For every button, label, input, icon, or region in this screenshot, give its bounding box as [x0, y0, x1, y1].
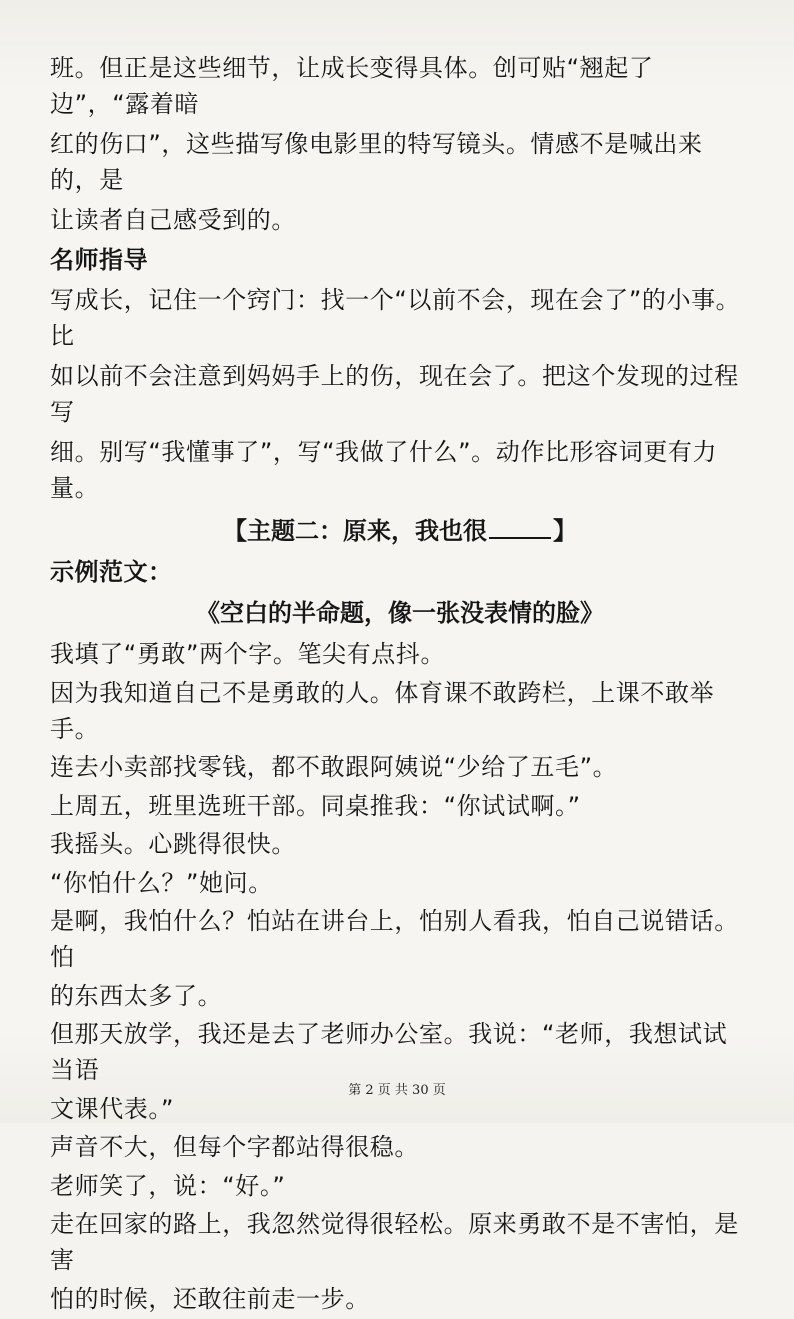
text-line: 班。但正是这些细节，让成长变得具体。创可贴“翘起了边”，“露着暗 — [50, 54, 654, 118]
essay-line: “你怕什么？”她问。 — [50, 868, 273, 897]
essay-line: 上周五，班里选班干部。同桌推我：“你试试啊。” — [50, 791, 581, 820]
essay-line: 但那天放学，我还是去了老师办公室。我说：“老师，我想试试当语 — [50, 1020, 728, 1084]
text-line: 让读者自己感受到的。 — [50, 206, 296, 234]
essay-line: 因为我知道自己不是勇敢的人。体育课不敢跨栏，上课不敢举手。 — [50, 678, 715, 743]
page-content — [50, 50, 750, 1319]
essay-title: 《空白的半命题，像一张没表情的脸》 — [196, 599, 604, 627]
essay-line: 声音不大，但每个字都站得很稳。 — [50, 1133, 419, 1161]
topic-heading — [50, 512, 750, 550]
guide-paragraph — [50, 282, 750, 506]
section-heading-guide: 名师指导 — [50, 246, 148, 274]
essay-line: 我填了“勇敢”两个字。笔尖有点抖。 — [50, 640, 446, 668]
topic-suffix: 】 — [553, 517, 577, 545]
text-line: 写成长，记住一个窍门：找一个“以前不会，现在会了”的小事。比 — [50, 286, 741, 350]
essay-line: 走在回家的路上，我忽然觉得很轻松。原来勇敢不是不害怕，是害 — [50, 1210, 739, 1274]
topic-prefix: 【主题二：原来，我也很 — [223, 517, 487, 545]
section-heading-example: 示例范文： — [50, 558, 173, 586]
essay-line: 连去小卖部找零钱，都不敢跟阿姨说“少给了五毛”。 — [50, 753, 618, 781]
page-number-footer: 第 2 页 共 30 页 — [348, 1083, 446, 1098]
essay-line: 怕的时候，还敢往前走一步。 — [50, 1284, 370, 1313]
essay-line: 老师笑了，说：“好。” — [50, 1171, 286, 1200]
text-line: 红的伤口”，这些描写像电影里的特写镜头。情感不是喊出来的，是 — [50, 130, 703, 194]
text-line: 如以前不会注意到妈妈手上的伤，现在会了。把这个发现的过程写 — [50, 362, 739, 426]
text-line: 细。别写“我懂事了”，写“我做了什么”。动作比形容词更有力量。 — [50, 438, 718, 502]
essay-line: 的东西太多了。 — [50, 981, 223, 1010]
essay-line: 文课代表。” — [50, 1094, 175, 1123]
essay-line: 是啊，我怕什么？怕站在讲台上，怕别人看我，怕自己说错话。怕 — [50, 907, 739, 971]
essay-line: 我摇头。心跳得很快。 — [50, 830, 296, 858]
essay-body — [50, 636, 750, 1317]
intro-paragraph — [50, 50, 750, 238]
fill-in-blank — [489, 513, 551, 539]
